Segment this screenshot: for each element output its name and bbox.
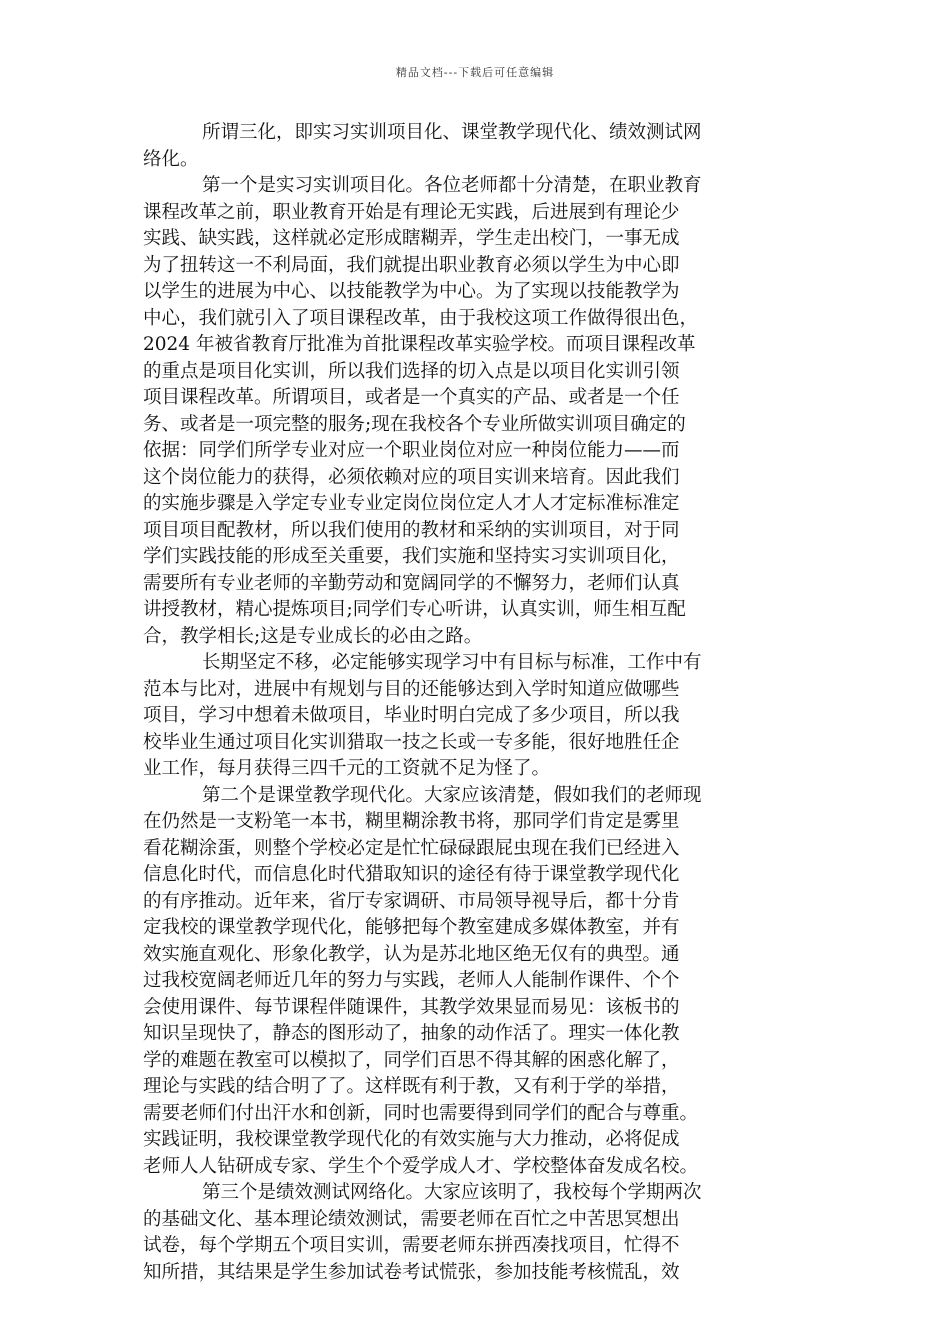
text-line: 效实施直观化、形象化教学，认为是苏北地区绝无仅有的典型。通 xyxy=(143,943,680,965)
text-line: 在仍然是一支粉笔一本书，糊里糊涂教书将，那同学们肯定是雾里 xyxy=(143,811,680,832)
paragraph xyxy=(143,173,813,650)
text-line: 第一个是实习实训项目化。各位老师都十分清楚，在职业教育 xyxy=(202,175,702,196)
text-line: 需要所有专业老师的辛勤劳动和宽阔同学的不懈努力，老师们认真 xyxy=(143,572,680,594)
text-line: 这个岗位能力的获得，必须依赖对应的项目实训来培育。因此我们 xyxy=(143,466,680,488)
text-line: 范本与比对，进展中有规划与目的还能够达到入学时知道应做哪些 xyxy=(143,678,680,700)
text-line: 学们实践技能的形成至关重要，我们实施和坚持实习实训项目化， xyxy=(143,546,680,567)
text-line: 定我校的课堂教学现代化，能够把每个教室建成多媒体教室，并有 xyxy=(143,917,680,938)
text-line: 学的难题在教室可以模拟了，同学们百思不得其解的困惑化解了， xyxy=(143,1049,680,1071)
text-line: 络化。 xyxy=(143,148,199,170)
text-line: 中心，我们就引入了项目课程改革，由于我校这项工作做得很出色， xyxy=(143,307,699,329)
text-line: 所谓三化，即实习实训项目化、课堂教学现代化、绩效测试网 xyxy=(202,122,702,143)
text-line: 讲授教材，精心提炼项目;同学们专心听讲，认真实训，师生相互配 xyxy=(143,599,686,620)
text-line: 为了扭转这一不利局面，我们就提出职业教育必须以学生为中心即 xyxy=(143,254,680,276)
page-header: 精品文档---下载后可任意编辑 xyxy=(395,66,555,79)
text-line: 理论与实践的结合明了了。这样既有利于教，又有利于学的举措， xyxy=(143,1076,680,1097)
text-line: 的有序推动。近年来，省厅专家调研、市局领导视导后，都十分肯 xyxy=(143,890,680,912)
text-line: 实践证明，我校课堂教学现代化的有效实施与大力推动，必将促成 xyxy=(143,1129,680,1150)
text-line: 试卷，每个学期五个项目实训，需要老师东拼西凑找项目，忙得不 xyxy=(143,1235,680,1256)
paragraph xyxy=(143,650,813,783)
text-line: 以学生的进展为中心、以技能教学为中心。为了实现以技能教学为 xyxy=(143,281,680,302)
paragraph xyxy=(143,783,813,1181)
text-line: 需要老师们付出汗水和创新，同时也需要得到同学们的配合与尊重。 xyxy=(143,1102,699,1124)
text-line: 业工作，每月获得三四千元的工资就不足为怪了。 xyxy=(143,758,551,779)
paragraph xyxy=(143,120,813,173)
text-line: 校毕业生通过项目化实训猎取一技之长或一专多能，很好地胜任企 xyxy=(143,731,680,753)
text-line: 2024 年被省教育厅批准为首批课程改革实验学校。而项目课程改革 xyxy=(143,334,696,355)
paragraph xyxy=(143,1180,813,1286)
document-body xyxy=(143,120,813,1286)
text-line: 项目课程改革。所谓项目，或者是一个真实的产品、或者是一个任 xyxy=(143,387,680,408)
text-line: 过我校宽阔老师近几年的努力与实践，老师人人能制作课件、个个 xyxy=(143,970,680,991)
text-line: 课程改革之前，职业教育开始是有理论无实践，后进展到有理论少 xyxy=(143,201,680,223)
text-line: 依据：同学们所学专业对应一个职业岗位对应一种岗位能力——而 xyxy=(143,440,680,461)
text-line: 实践、缺实践，这样就必定形成瞎糊弄，学生走出校门，一事无成 xyxy=(143,228,680,249)
text-line: 看花糊涂蛋，则整个学校必定是忙忙碌碌跟屁虫现在我们已经进入 xyxy=(143,837,680,859)
text-line: 会使用课件、每节课程伴随课件，其教学效果显而易见：该板书的 xyxy=(143,996,680,1018)
text-line: 第三个是绩效测试网络化。大家应该明了，我校每个学期两次 xyxy=(202,1182,702,1203)
text-line: 长期坚定不移，必定能够实现学习中有目标与标准，工作中有 xyxy=(202,652,702,673)
text-line: 务、或者是一项完整的服务;现在我校各个专业所做实训项目确定的 xyxy=(143,413,686,435)
text-line: 的重点是项目化实训，所以我们选择的切入点是以项目化实训引领 xyxy=(143,360,680,382)
text-line: 的基础文化、基本理论绩效测试，需要老师在百忙之中苦思冥想出 xyxy=(143,1208,680,1230)
text-line: 项目，学习中想着未做项目，毕业时明白完成了多少项目，所以我 xyxy=(143,705,680,726)
text-line: 项目项目配教材，所以我们使用的教材和采纳的实训项目，对于同 xyxy=(143,519,680,541)
text-line: 老师人人钻研成专家、学生个个爱学成人才、学校整体奋发成名校。 xyxy=(143,1155,699,1177)
text-line: 知识呈现快了，静态的图形动了，抽象的动作活了。理实一体化教 xyxy=(143,1023,680,1044)
text-line: 信息化时代，而信息化时代猎取知识的途径有待于课堂教学现代化 xyxy=(143,864,680,885)
text-line: 的实施步骤是入学定专业专业定岗位岗位定人才人才定标准标准定 xyxy=(143,493,680,514)
text-line: 知所措，其结果是学生参加试卷考试慌张，参加技能考核慌乱，效 xyxy=(143,1261,680,1283)
text-line: 合，教学相长;这是专业成长的必由之路。 xyxy=(143,625,483,647)
text-line: 第二个是课堂教学现代化。大家应该清楚，假如我们的老师现 xyxy=(202,784,702,806)
